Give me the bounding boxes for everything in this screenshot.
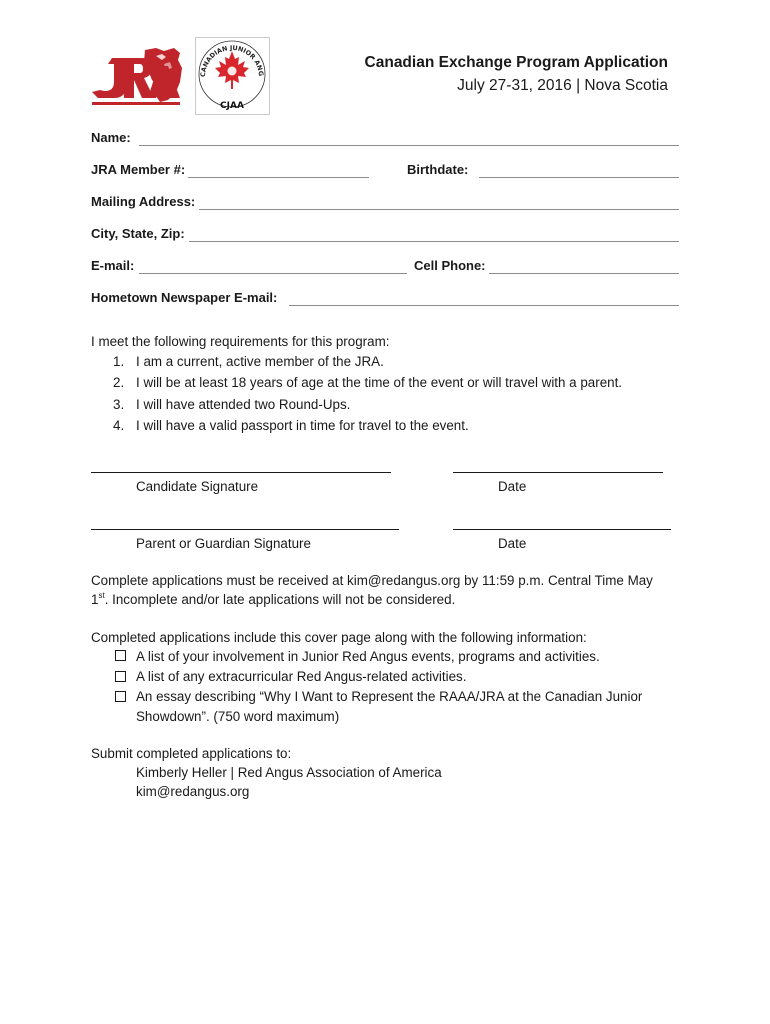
contents-item: An essay describing “Why I Want to Represent the RAAA/JRA at the Canadian Junior — [136, 689, 643, 704]
contents-item: A list of any extracurricular Red Angus-related activities. — [136, 669, 467, 684]
submit-contact-name: Kimberly Heller | Red Angus Association of America — [136, 765, 442, 780]
deadline-line-1: Complete applications must be received at kim@redangus.org by 11:59 p.m. Central Time May — [91, 573, 653, 588]
submit-intro: Submit completed applications to: — [91, 746, 292, 761]
requirement-number: 4. — [113, 418, 125, 433]
candidate-signature-label: Candidate Signature — [136, 479, 259, 494]
deadline-ordinal: st — [98, 591, 105, 600]
deadline-day: 1 — [91, 592, 99, 607]
parent-signature-line[interactable] — [91, 529, 399, 530]
name-field[interactable] — [139, 145, 679, 146]
checkbox-icon[interactable] — [115, 671, 126, 682]
cjaa-logo-graphic — [195, 37, 270, 115]
page-title: Canadian Exchange Program Application — [364, 54, 668, 71]
mailing-address-label: Mailing Address: — [91, 194, 196, 209]
checkbox-icon[interactable] — [115, 691, 126, 702]
member-number-field[interactable] — [188, 177, 369, 178]
requirement-item: I am a current, active member of the JRA. — [136, 354, 384, 369]
name-label: Name: — [91, 130, 131, 145]
cjaa-abbrev: CJAA — [220, 101, 244, 111]
email-label: E-mail: — [91, 258, 135, 273]
candidate-signature-line[interactable] — [91, 472, 391, 473]
submit-email[interactable]: kim@redangus.org — [136, 784, 250, 799]
requirement-item: I will have a valid passport in time for travel to the event. — [136, 418, 469, 433]
jra-logo-graphic — [90, 42, 190, 108]
cell-phone-label: Cell Phone: — [414, 258, 486, 273]
parent-date-label: Date — [498, 536, 527, 551]
email-field[interactable] — [139, 273, 407, 274]
contents-item: A list of your involvement in Junior Red Angus events, programs and activities. — [136, 649, 600, 664]
contents-item-continuation: Showdown”. (750 word maximum) — [136, 709, 340, 724]
city-state-zip-field[interactable] — [189, 241, 679, 242]
member-label: JRA Member #: — [91, 162, 186, 177]
cell-phone-field[interactable] — [489, 273, 679, 274]
deadline-line-2 — [91, 590, 455, 610]
cjaa-logo — [195, 37, 270, 115]
requirements-intro: I meet the following requirements for this program: — [91, 334, 390, 349]
checkbox-icon[interactable] — [115, 650, 126, 661]
page-subtitle: July 27-31, 2016 | Nova Scotia — [457, 77, 668, 94]
parent-signature-label: Parent or Guardian Signature — [136, 536, 311, 551]
requirement-number: 3. — [113, 397, 125, 412]
newspaper-email-field[interactable] — [289, 305, 679, 306]
svg-text:CANADIAN JUNIOR ANGUS ASSOCIAT: CANADIAN JUNIOR ANG — [198, 43, 266, 78]
requirement-number: 2. — [113, 375, 125, 390]
newspaper-email-label: Hometown Newspaper E-mail: — [91, 290, 278, 305]
birthdate-field[interactable] — [479, 177, 679, 178]
requirement-item: I will be at least 18 years of age at the time of the event or will travel with a parent. — [136, 375, 623, 390]
candidate-date-line[interactable] — [453, 472, 663, 473]
city-state-zip-label: City, State, Zip: — [91, 226, 185, 241]
candidate-date-label: Date — [498, 479, 527, 494]
contents-intro: Completed applications include this cover page along with the following information: — [91, 630, 587, 645]
requirement-item: I will have attended two Round-Ups. — [136, 397, 351, 412]
parent-date-line[interactable] — [453, 529, 671, 530]
mailing-address-field[interactable] — [199, 209, 679, 210]
birthdate-label: Birthdate: — [407, 162, 469, 177]
deadline-rest: . Incomplete and/or late applications will not be considered. — [104, 592, 456, 607]
jra-logo — [90, 42, 190, 108]
requirement-number: 1. — [113, 354, 125, 369]
